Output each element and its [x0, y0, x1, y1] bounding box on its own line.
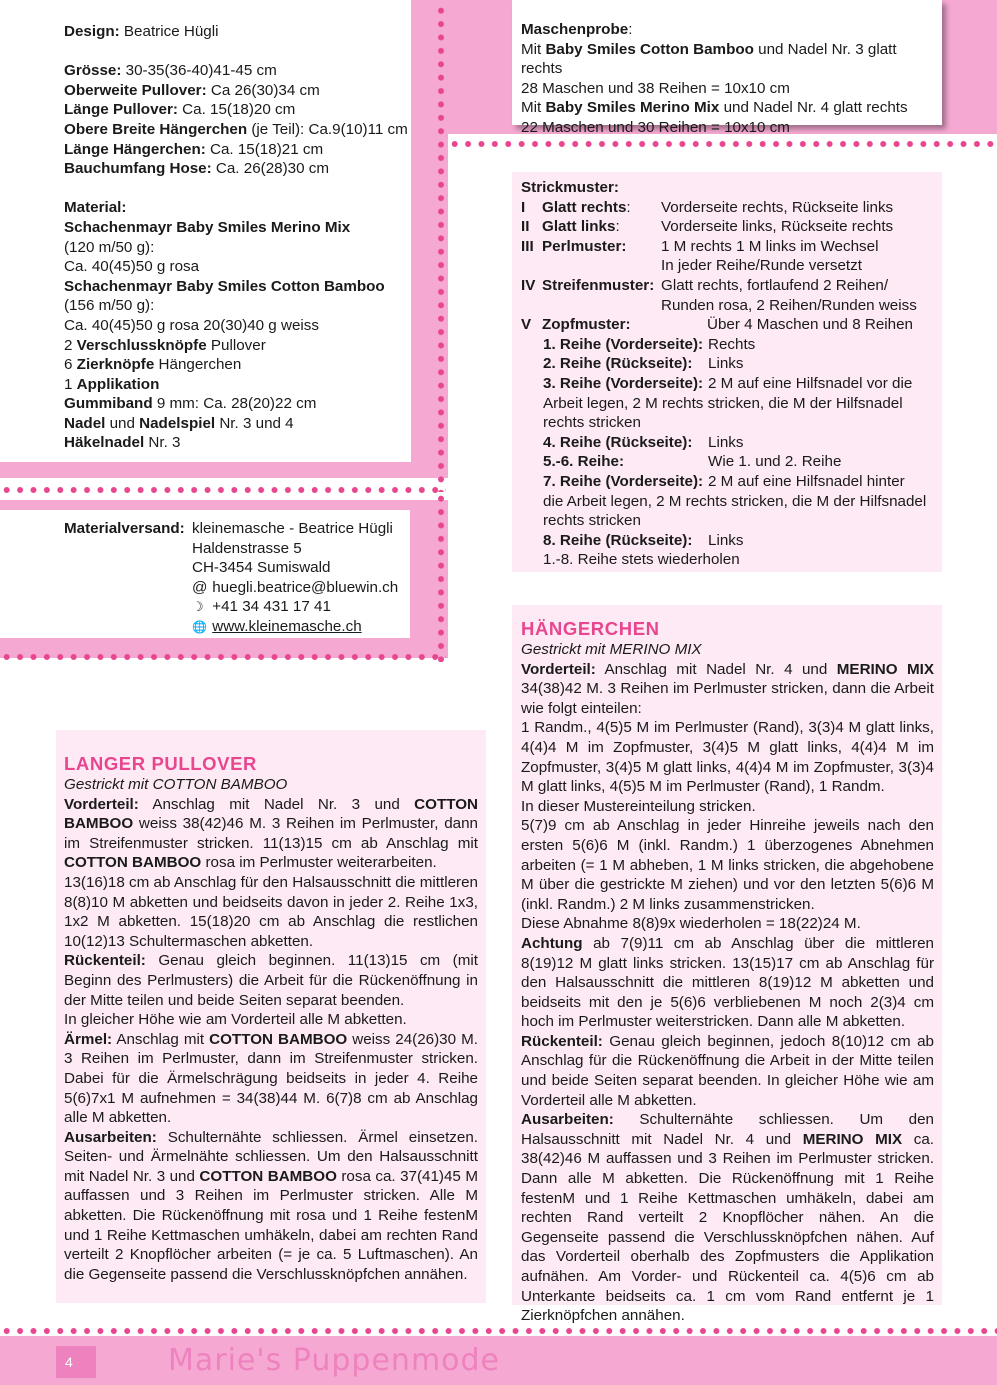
yarn: Baby Smiles Cotton Bamboo — [545, 40, 754, 58]
size-line — [64, 81, 409, 101]
cable-row-label: 7. Reihe (Vorderseite): — [543, 472, 704, 490]
stitch-desc: 1 M rechts 1 M links im Wechsel — [661, 237, 879, 255]
stitch-name: Streifenmuster: — [542, 276, 655, 294]
cable-row-label: 1. Reihe (Vorderseite): — [543, 335, 704, 353]
yarn: MERINO MIX — [802, 1130, 903, 1148]
shipping-line: kleinemasche - Beatrice Hügli — [192, 520, 393, 537]
web-line[interactable] — [192, 617, 398, 638]
text: und Nadel Nr. 4 glatt rechts — [719, 99, 908, 117]
stitch-row — [521, 276, 939, 296]
email-line[interactable] — [192, 578, 398, 598]
size-value: Ca 26(30)34 cm — [206, 81, 320, 99]
cable-row-label: 2. Reihe (Rückseite): — [543, 355, 693, 373]
cable-row — [521, 531, 939, 551]
size-label: Oberweite Pullover: — [64, 81, 207, 99]
text: ab 7(9)11 cm ab Anschlag über die mittleren 8(19)12 M glatt links stricken. 13(15)17 cm ab Anschlag für den Halsausschnitt die mittleren 8(19)12 M abketten und beidseits mit den je 5(6)6 verbliebenen M noch 2(3)4 cm hoch im Perlmuster weiterstricken. Dann alle M abketten. — [521, 934, 934, 1031]
text: weiss 38(42)46 M. 3 Reihen im Perlmuster, dann im Streifenmuster stricken. 11(13)15 cm ab Anschlag mit — [64, 815, 478, 852]
pullover-subtitle: Gestrickt mit COTTON BAMBOO — [64, 776, 288, 793]
pullover-back-cont: In gleicher Höhe wie am Vorderteil alle M abketten. — [64, 1011, 407, 1029]
yarn1-amount: Ca. 40(45)50 g rosa — [64, 258, 200, 276]
cable-row — [521, 433, 939, 453]
cable-row-label: 5.-6. Reihe: — [543, 453, 625, 471]
haengerchen-layout: 1 Randm., 4(5)5 M im Perlmuster (Rand), 3(3)4 M glatt links, 4(4)4 M im Zopfmuster, 3(4)5 M glatt links, 4(4)4 M im Zopfmuster, 3(4)5 M glatt links, 4(4)4 M im Zopfmuster, 3(3)4 M glatt links, 4(5)5 M im Perlmuster (Rand), 1 Randm. — [521, 719, 934, 796]
size-label: Grösse: — [64, 62, 122, 80]
text: Anschlag mit — [112, 1030, 210, 1048]
text: Genau gleich beginnen. 11(13)15 cm (mit Beginn des Perlmusters) die Arbeit für die Rückenöffnung in der Mitte teilen und beide Seiten separat beenden. — [64, 952, 478, 1009]
materials-text — [64, 22, 409, 453]
yarn: COTTON BAMBOO — [64, 795, 478, 833]
item: Nadelspiel — [139, 414, 216, 432]
text: Anschlag mit Nadel Nr. 3 und — [138, 795, 415, 813]
count: 2 — [64, 336, 77, 354]
gauge-title: Maschenprobe — [521, 21, 629, 38]
yarn: Baby Smiles Merino Mix — [545, 99, 720, 117]
use: Hängerchen — [154, 356, 242, 374]
size-line — [64, 61, 409, 81]
size-value: Ca. 26(28)30 cm — [211, 160, 330, 178]
size-label: Obere Breite Hängerchen — [64, 120, 248, 138]
stitch-num: V — [521, 316, 532, 334]
stitch-num: II — [521, 218, 530, 236]
gauge-line: 22 Maschen und 30 Reihen = 10x10 cm — [521, 118, 790, 136]
item: Zierknöpfe — [76, 356, 155, 374]
stitch-name: Glatt links — [542, 218, 616, 236]
count: 6 — [64, 356, 77, 374]
gauge-line: 28 Maschen und 38 Reihen = 10x10 cm — [521, 79, 790, 97]
detail: Nr. 3 — [144, 434, 181, 452]
cable-row-label: 3. Reihe (Vorderseite): — [543, 374, 704, 392]
item: Applikation — [76, 375, 160, 393]
text: Anschlag mit Nadel Nr. 4 und — [595, 660, 837, 678]
at-icon: @ — [192, 578, 208, 596]
cable-row — [521, 472, 939, 492]
text: und Nadel Nr. 3 glatt rechts — [521, 40, 897, 78]
text: Mit — [521, 99, 546, 117]
material-title: Material: — [64, 199, 127, 217]
stitch-row — [521, 198, 939, 218]
size-value: (je Teil): Ca.9(10)11 cm — [247, 120, 408, 138]
pullover-back — [64, 951, 478, 1010]
shipping-line: CH-3454 Sumiswald — [192, 559, 331, 577]
size-label: Länge Pullover: — [64, 101, 178, 119]
shipping-text — [64, 519, 409, 638]
stitch-row — [521, 237, 939, 257]
stitch-desc: Glatt rechts, fortlaufend 2 Reihen/ — [661, 276, 889, 294]
count: 1 — [64, 375, 77, 393]
text: rosa ca. 37(41)45 M auffassen und 3 Reihen im Perlmuster stricken. Alle M abketten. Die Rückenöffnung mit rosa und 1 Reihe festenM und 1 Reihe Kettmaschen umhäkeln, dabei am rechten Rand verteilt 2 Knopflöcher arbeiten (= je ca. 5 Luftmaschen). An die Gegenseite passend die Verschlussknöpfchen annähen. — [64, 1167, 478, 1283]
phone-icon: ☽ — [192, 599, 204, 615]
repeat-note: 1.-8. Reihe stets wiederholen — [543, 551, 740, 569]
haengerchen-attention — [521, 934, 934, 1032]
haengerchen-pattern-note: In dieser Mustereinteilung stricken. — [521, 797, 756, 815]
pullover-sleeve — [64, 1030, 478, 1128]
item: Nadel — [64, 414, 106, 432]
para-label: Rückenteil: — [521, 1032, 603, 1050]
yarn1-name: Schachenmayr Baby Smiles Merino Mix — [64, 218, 351, 236]
stitch-name: Glatt rechts — [542, 198, 627, 216]
design-value: Beatrice Hügli — [119, 23, 219, 40]
haengerchen-text — [521, 618, 934, 1326]
item: Häkelnadel — [64, 434, 145, 452]
cable-row-text: Links — [708, 433, 744, 451]
yarn2-amount: Ca. 40(45)50 g rosa 20(30)40 g weiss — [64, 316, 319, 334]
shipping-label: Materialversand: — [64, 520, 185, 537]
haengerchen-back — [521, 1032, 934, 1110]
para-label: Achtung — [521, 934, 583, 952]
stitch-num: IV — [521, 276, 536, 294]
text: ca. 38(42)46 M auffassen und 3 Reihen im Perlmuster stricken. Dann alle M abketten. Die Rückenöffnung mit 1 Reihe festenM und 1 Reihe Kettmaschen umhäkeln, dabei am rechten Rand verteilt 2 Knopflöcher nähen. An die Gegenseite passend die Verschlussknöpfchen nähen. Auf das Vorderteil oberhalb des Zopfmusters die Applikation aufnähen. Am Vorder- und Rückenteil ca. 4(5)6 cm ab Unterkante beidseits ca. 1 cm vom Rand entfernt je 1 Zierknöpfchen annähen. — [521, 1130, 934, 1325]
gauge-line — [521, 98, 939, 118]
yarn: COTTON BAMBOO — [199, 1167, 337, 1185]
haengerchen-subtitle: Gestrickt mit MERINO MIX — [521, 641, 702, 658]
pullover-finishing — [64, 1128, 478, 1285]
gauge-line — [521, 40, 939, 79]
cable-row-text: Wie 1. und 2. Reihe — [708, 453, 842, 471]
email-link[interactable]: huegli.beatrice@bluewin.ch — [212, 578, 399, 596]
stitch-title: Strickmuster: — [521, 179, 619, 196]
stitch-desc: Über 4 Maschen und 8 Reihen — [707, 316, 914, 334]
cable-row-label: 8. Reihe (Rückseite): — [543, 531, 693, 549]
buttons-decor-line — [64, 355, 409, 375]
para-label: Ärmel: — [64, 1030, 113, 1048]
elastic-line — [64, 394, 409, 414]
yarn: COTTON BAMBOO — [64, 854, 202, 872]
text: Genau gleich beginnen, jedoch 8(10)12 cm ab Anschlag für die Rückenöffnung die Arbeit in der Mitte teilen und beide Seiten separat beenden. In gleicher Höhe wie am Vorderteil alle M abketten. — [521, 1032, 934, 1109]
item: Gummiband — [64, 395, 153, 413]
text: weiss 24(26)30 M. 3 Reihen im Perlmuster, dann im Streifenmuster stricken. Dabei für die Ärmelschrägung beidseits in jeder 4. Reihe 5(6)7x1 M aufnehmen = 34(38)44 M. 6(7)8 cm ab Anschlag alle M abketten. — [64, 1030, 478, 1127]
dotted-divider-footer — [0, 1326, 997, 1336]
conj: und — [105, 414, 140, 432]
stitch-row — [521, 315, 939, 335]
pullover-front — [64, 795, 478, 873]
dotted-divider-vertical-mid — [436, 492, 446, 662]
size-line — [64, 100, 409, 120]
haengerchen-decrease: 5(7)9 cm ab Anschlag in jeder Hinreihe jeweils nach den ersten 5(6)6 M (inkl. Randm.) 1 überzogenes Abnehmen arbeiten (= 1 M abheben, 1 M links stricken, die abgehobene M über die gestrickte M ziehen) und vor den letzten 5(6)6 M (inkl. Randm.) 2 M links zusammenstricken. — [521, 817, 934, 913]
cable-row — [521, 354, 939, 374]
size-line — [64, 120, 409, 140]
cable-row — [521, 335, 939, 355]
cable-row-text: Rechts — [708, 335, 756, 353]
size-label: Länge Hängerchen: — [64, 140, 206, 158]
yarn: COTTON BAMBOO — [209, 1030, 348, 1048]
cable-row-text: Links — [708, 355, 744, 373]
hook-line — [64, 433, 409, 453]
stitch-pattern-text — [521, 178, 939, 570]
text: Schulternähte schliessen. Ärmel einsetzen. Seiten- und Ärmelnähte schliessen. Um den Halsausschnitt mit Nadel Nr. 3 und — [64, 1128, 478, 1185]
applique-line — [64, 375, 409, 395]
yarn: MERINO MIX — [836, 660, 934, 678]
shipping-line: Haldenstrasse 5 — [192, 539, 302, 557]
phone-line[interactable] — [192, 597, 398, 617]
colon: : — [628, 21, 633, 38]
stitch-num: III — [521, 237, 534, 255]
cable-row — [521, 374, 939, 394]
size-value: Ca. 15(18)20 cm — [177, 101, 296, 119]
text: Mit — [521, 40, 546, 58]
cable-row — [521, 452, 939, 472]
dotted-divider-left-1 — [0, 485, 446, 495]
stitch-num: I — [521, 198, 526, 216]
stitch-row — [521, 217, 939, 237]
cable-row-cont: rechts stricken — [543, 414, 641, 432]
haengerchen-finishing — [521, 1110, 934, 1326]
size-line — [64, 140, 409, 160]
buttons-closure-line — [64, 336, 409, 356]
colon: : — [615, 218, 620, 236]
cable-row-cont: rechts stricken — [543, 512, 641, 530]
dotted-divider-vertical-top — [436, 4, 446, 492]
para-label: Rückenteil: — [64, 952, 146, 970]
pullover-title: LANGER PULLOVER — [64, 753, 257, 774]
para-label: Ausarbeiten: — [521, 1111, 614, 1129]
design-label: Design: — [64, 23, 120, 40]
size-value: 30-35(36-40)41-45 cm — [121, 62, 277, 80]
text: rosa im Perlmuster weiterarbeiten. — [201, 854, 437, 872]
cable-row-text: 2 M auf eine Hilfsnadel hinter — [708, 472, 905, 490]
yarn1-length: (120 m/50 g): — [64, 238, 155, 256]
phone-number[interactable]: +41 34 431 17 41 — [212, 598, 331, 616]
globe-icon: 🌐 — [192, 619, 207, 634]
cable-row-text: 2 M auf eine Hilfsnadel vor die — [708, 374, 913, 392]
cable-row-cont: Arbeit legen, 2 M rechts stricken, die M der Hilfsnadel — [543, 394, 903, 412]
use: Pullover — [206, 336, 266, 354]
haengerchen-title: HÄNGERCHEN — [521, 618, 660, 639]
para-label: Ausarbeiten: — [64, 1128, 157, 1146]
dotted-divider-right — [448, 139, 997, 149]
para-label: Vorderteil: — [64, 795, 139, 813]
gauge-text — [521, 20, 939, 138]
cable-row-text: Links — [708, 531, 744, 549]
colon: : — [626, 198, 631, 216]
size-value: Ca. 15(18)21 cm — [205, 140, 324, 158]
needles-line — [64, 414, 409, 434]
design-line — [64, 22, 409, 42]
dotted-divider-left-2 — [0, 652, 446, 662]
text: 34(38)42 M. 3 Reihen im Perlmuster stricken, dann die Arbeit wie folgt einteilen: — [521, 680, 934, 717]
text: Schulternähte schliessen. Um den Halsausschnitt mit Nadel Nr. 4 und — [521, 1111, 934, 1148]
cable-row-label: 4. Reihe (Rückseite): — [543, 433, 693, 451]
stitch-desc-cont: In jeder Reihe/Runde versetzt — [661, 257, 862, 275]
pullover-text — [64, 753, 478, 1284]
stitch-desc: Vorderseite rechts, Rückseite links — [661, 198, 894, 216]
stitch-desc: Vorderseite links, Rückseite rechts — [661, 218, 894, 236]
web-link[interactable]: www.kleinemasche.ch — [212, 617, 362, 635]
item: Verschlussknöpfe — [76, 336, 207, 354]
detail: Nr. 3 und 4 — [215, 414, 294, 432]
stitch-name: Perlmuster: — [542, 237, 627, 255]
stitch-desc-cont: Runden rosa, 2 Reihen/Runden weiss — [661, 296, 917, 314]
detail: 9 mm: Ca. 28(20)22 cm — [152, 395, 317, 413]
para-label: Vorderteil: — [521, 660, 596, 678]
yarn2-name: Schachenmayr Baby Smiles Cotton Bamboo — [64, 277, 385, 295]
yarn2-length: (156 m/50 g): — [64, 297, 155, 315]
size-label: Bauchumfang Hose: — [64, 160, 212, 178]
magazine-title: Marie's Puppenmode — [168, 1343, 501, 1378]
cable-row-cont: die Arbeit legen, 2 M rechts stricken, die M der Hilfsnadel — [543, 492, 927, 510]
pullover-neckline: 13(16)18 cm ab Anschlag für den Halsausschnitt die mittleren 8(8)10 M abketten und beidseits davon in jeder 2. Reihe 1x3, 1x2 M abketten. 15(18)20 cm ab Anschlag die restlichen 10(12)13 Schultermaschen abketten. — [64, 873, 478, 950]
page-number: 4 — [56, 1346, 96, 1378]
haengerchen-front — [521, 660, 934, 719]
gauge-title-line — [521, 20, 939, 40]
haengerchen-repeat: Diese Abnahme 8(8)9x wiederholen = 18(22)24 M. — [521, 915, 861, 933]
stitch-name: Zopfmuster: — [542, 316, 631, 334]
size-line — [64, 159, 409, 179]
